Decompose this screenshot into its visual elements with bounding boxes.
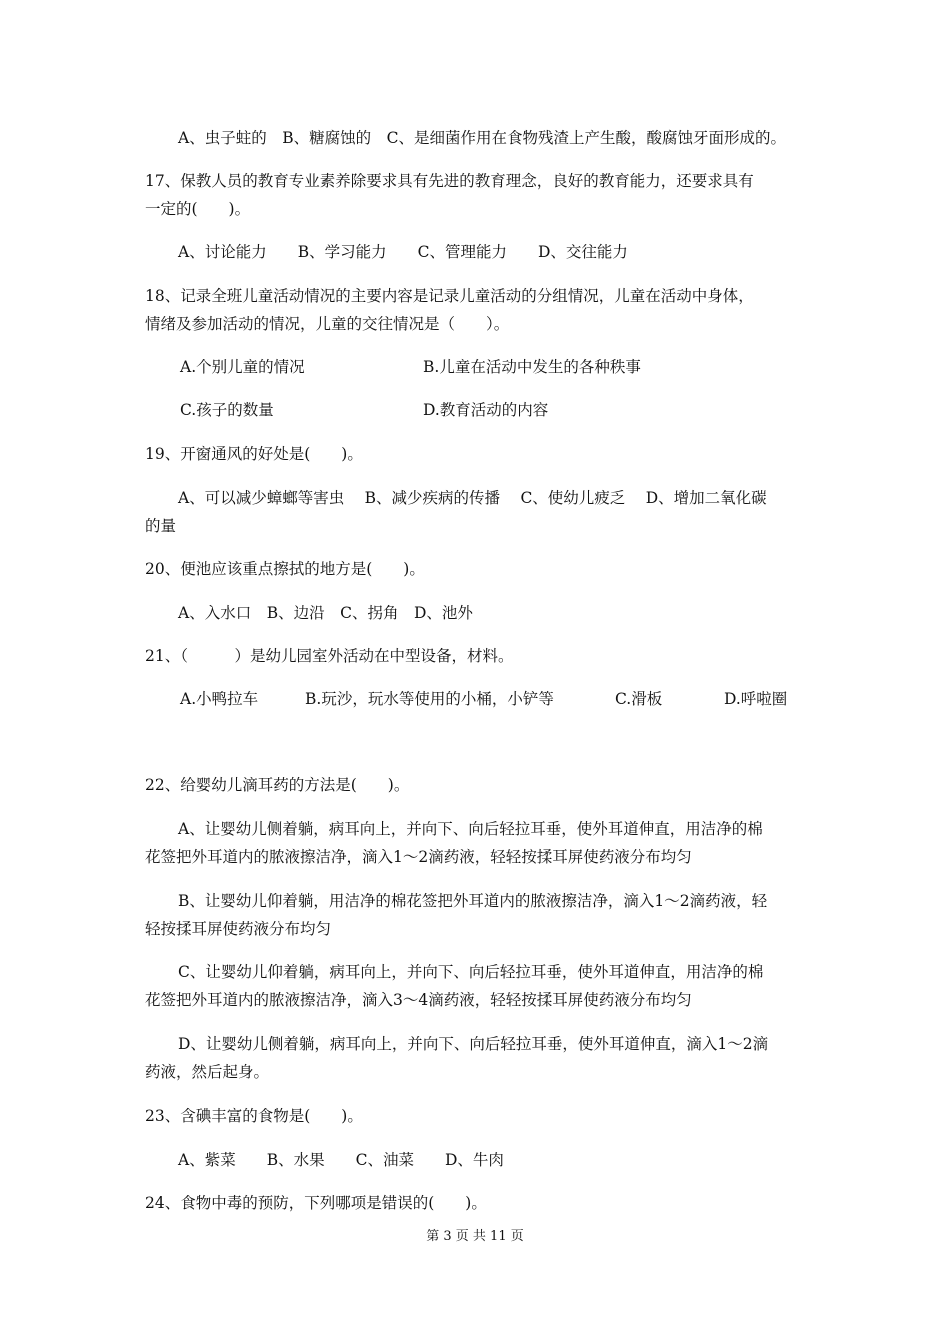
q22-option-c-line2: 花签把外耳道内的脓液擦洁净，滴入3～4滴药液，轻轻按揉耳屏使药液分布均匀 <box>145 991 692 1009</box>
q22-option-a-line1: A、让婴幼儿侧着躺，病耳向上，并向下、向后轻拉耳垂，使外耳道伸直，用洁净的棉 <box>178 820 763 838</box>
q24-stem: 24、食物中毒的预防，下列哪项是错误的( )。 <box>145 1194 487 1212</box>
q21-stem: 21、（ ）是幼儿园室外活动在中型设备，材料。 <box>145 647 514 665</box>
q20-stem: 20、便池应该重点擦拭的地方是( )。 <box>145 560 425 578</box>
q21-option-a: A.小鸭拉车 <box>180 690 259 708</box>
q19-options-line1: A、可以减少蟑螂等害虫 B、减少疾病的传播 C、使幼儿疲乏 D、增加二氧化碳 <box>178 489 767 507</box>
q18-stem-line1: 18、记录全班儿童活动情况的主要内容是记录儿童活动的分组情况，儿童在活动中身体， <box>145 287 754 305</box>
q17-stem-line1: 17、保教人员的教育专业素养除要求具有先进的教育理念，良好的教育能力，还要求具有 <box>145 172 754 190</box>
q23-stem: 23、含碘丰富的食物是( )。 <box>145 1107 363 1125</box>
q20-options: A、入水口 B、边沿 C、拐角 D、池外 <box>178 604 473 622</box>
q19-options-line2: 的量 <box>145 517 177 535</box>
q18-option-b: B.儿童在活动中发生的各种秩事 <box>423 358 641 376</box>
q22-option-b-line1: B、让婴幼儿仰着躺，用洁净的棉花签把外耳道内的脓液擦洁净，滴入1～2滴药液，轻 <box>178 892 768 910</box>
q17-stem-line2: 一定的( )。 <box>145 200 251 218</box>
q22-option-a-line2: 花签把外耳道内的脓液擦洁净，滴入1～2滴药液，轻轻按揉耳屏使药液分布均匀 <box>145 848 692 866</box>
q18-option-c: C.孩子的数量 <box>180 401 274 419</box>
q22-option-d-line2: 药液，然后起身。 <box>145 1063 270 1081</box>
q19-stem: 19、开窗通风的好处是( )。 <box>145 445 363 463</box>
q22-option-c-line1: C、让婴幼儿仰着躺，病耳向上，并向下、向后轻拉耳垂，使外耳道伸直，用洁净的棉 <box>178 963 764 981</box>
q21-option-c: C.滑板 <box>615 690 663 708</box>
q22-option-b-line2: 轻按揉耳屏使药液分布均匀 <box>145 920 332 938</box>
q18-stem-line2: 情绪及参加活动的情况，儿童的交往情况是（ ）。 <box>145 315 510 333</box>
q22-stem: 22、给婴幼儿滴耳药的方法是( )。 <box>145 776 410 794</box>
page-number-footer: 第 3 页 共 11 页 <box>426 1229 524 1244</box>
q22-option-d-line1: D、让婴幼儿侧着躺，病耳向上，并向下、向后轻拉耳垂，使外耳道伸直，滴入1～2滴 <box>178 1035 769 1053</box>
q17-options: A、讨论能力 B、学习能力 C、管理能力 D、交往能力 <box>178 243 628 261</box>
q16-options: A、虫子蛀的 B、糖腐蚀的 C、是细菌作用在食物残渣上产生酸，酸腐蚀牙面形成的。 <box>178 129 786 147</box>
q18-option-d: D.教育活动的内容 <box>423 401 549 419</box>
q21-option-b: B.玩沙，玩水等使用的小桶，小铲等 <box>305 690 554 708</box>
q23-options: A、紫菜 B、水果 C、油菜 D、牛肉 <box>178 1151 504 1169</box>
q21-option-d: D.呼啦圈 <box>724 690 788 708</box>
q18-option-a: A.个别儿童的情况 <box>180 358 305 376</box>
